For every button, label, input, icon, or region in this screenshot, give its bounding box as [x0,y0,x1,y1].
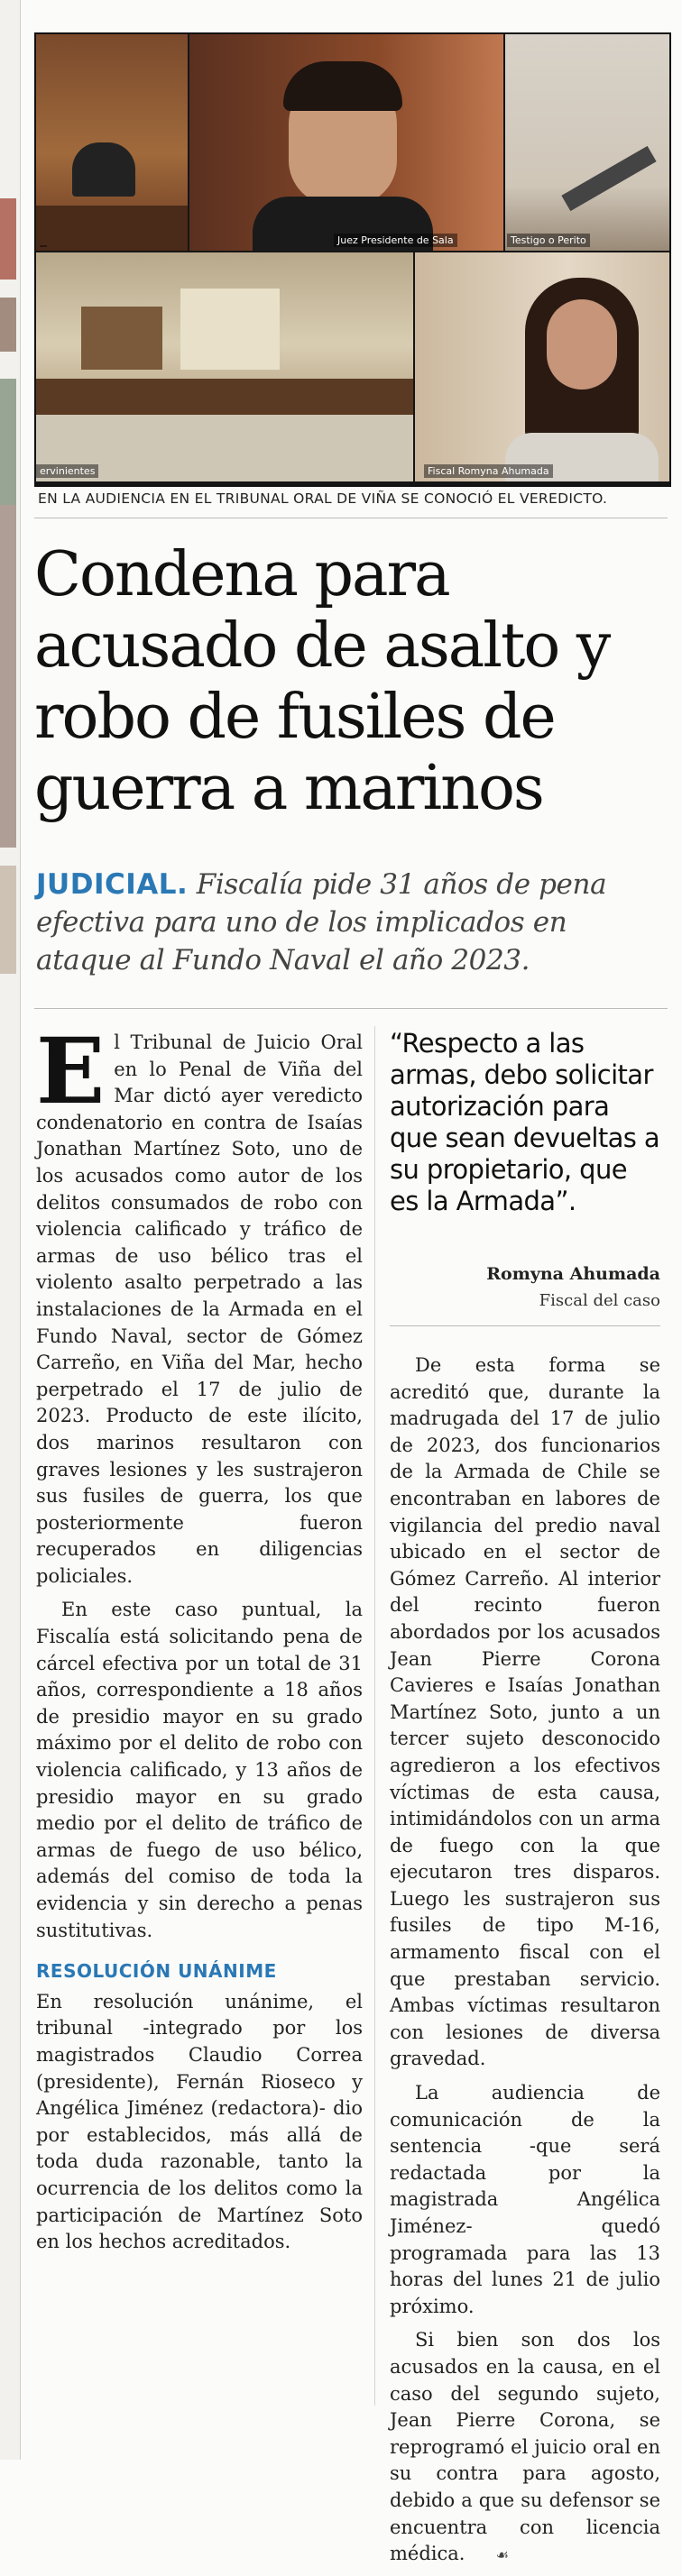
paragraph-text: Si bien son dos los acusados en la causa, en el caso del segundo sujeto, Jean Pierre Corona, se reprogramó el juicio oral en su contra para agosto, debido a que su defensor se encuentra con licencia médica. [390,2329,660,2565]
quote-author: Romyna Ahumada [486,1264,660,1284]
photo-pane-courtroom [36,34,188,251]
headline: Condena para acusado de asalto y robo de fusiles de guerra a marinos [34,539,610,824]
article-column-left [36,1018,363,2263]
pane-label: ervinientes [36,464,98,478]
paragraph [390,2327,660,2568]
paragraph: En resolución unánime, el tribunal -integrado por los magistrados Claudio Correa (presidente), Fernán Rioseco y Angélica Jiménez (redactora)- dio por establecidos, más allá de toda duda razonable, tanto la ocurrencia de los delitos como la participación de Martínez Soto en los hechos acreditados. [36,1990,363,2253]
quote-divider [390,1325,660,1326]
pane-label: Juez Presidente de Sala [334,234,457,247]
article-column-right [390,1352,660,2576]
dek [36,866,668,979]
hearing-photo [34,32,671,487]
pane-label [40,245,47,247]
paragraph: En este caso puntual, la Fiscalía está solicitando pena de cárcel efectiva por un total de 31 años, correspondiente a 18 años de presidio mayor en su grado máximo por el delito de robo con violencia calificado, y 13 años de presidio mayor en su grado medio por el delito de tráfico de armas de fuego de uso bélico, además del comiso de toda la evidencia y sin derecho a penas sustitutivas. [36,1599,363,1941]
photo-pane-judge [189,34,503,251]
dek-divider [34,1008,668,1009]
dek-text: Fiscalía pide 31 años de pena efectiva para uno de los implicados en ataque al Fundo Naval el año 2023. [36,868,607,976]
adjacent-page-strip [0,0,21,2460]
end-of-article-icon: ☙ [495,2546,509,2564]
section-subhead: RESOLUCIÓN UNÁNIME [36,1960,277,1983]
pane-label: Fiscal Romyna Ahumada [424,464,553,478]
paragraph: La audiencia de comunicación de la sentencia -que será redactada por la magistrada Angélica Jiménez- quedó programada para las 13 horas del lunes 21 de julio próximo. [390,2082,660,2317]
paragraph-text: l Tribunal de Juicio Oral en lo Penal de Viña del Mar dictó ayer veredicto condenatorio en contra de Isaías Jonathan Martínez Soto, uno de los acusados como autor de los delitos consumados de robo con violencia calificado y tráfico de armas de uso bélico tras el violento asalto perpetrado a las instalaciones de la Armada en el Fundo Naval, sector de Gómez Carreño, en Viña del Mar, hecho perpetrado el 17 de julio de 2023. Producto de este ilícito, dos marinos resultaron con graves lesiones y les sustrajeron sus fusiles de guerra, los que posteriormente fueron recuperados en diligencias policiales. [36,1031,363,1587]
photo-pane-room [36,252,413,481]
pane-label: Testigo o Perito [507,234,590,247]
photo-pane-prosecutor [415,252,669,481]
photo-pane-witness [505,34,669,251]
photo-caption: EN LA AUDIENCIA EN EL TRIBUNAL ORAL DE VIÑA SE CONOCIÓ EL VEREDICTO. [38,490,608,507]
kicker: JUDICIAL. [36,868,189,901]
column-divider [374,1026,375,2406]
paragraph [36,1018,363,1590]
drop-cap: E [36,1018,106,1124]
paragraph: De esta forma se acreditó que, durante la madrugada del 17 de julio de 2023, dos funcionarios de la Armada de Chile se encontraban en labores de vigilancia del predio naval ubicado en el sector de Gómez Carreño. Al interior del recinto fueron abordados por los acusados Jean Pierre Corona Cavieres e Isaías Jonathan Martínez Soto, junto a un tercer sujeto desconocido agredieron a los efectivos víctimas de esta causa, intimidándolos con un arma de fuego con la que ejecutaron tres disparos. Luego les sustrajeron sus fusiles de tipo M-16, armamento fiscal con el que prestaban servicio. Ambas víctimas resultaron con lesiones de diversa gravedad. [390,1354,660,2070]
pull-quote: “Respecto a las armas, debo solicitar autorización para que sean devueltas a su propietario, que es la Armada”. [390,1028,660,1216]
quote-author-role: Fiscal del caso [539,1291,660,1310]
